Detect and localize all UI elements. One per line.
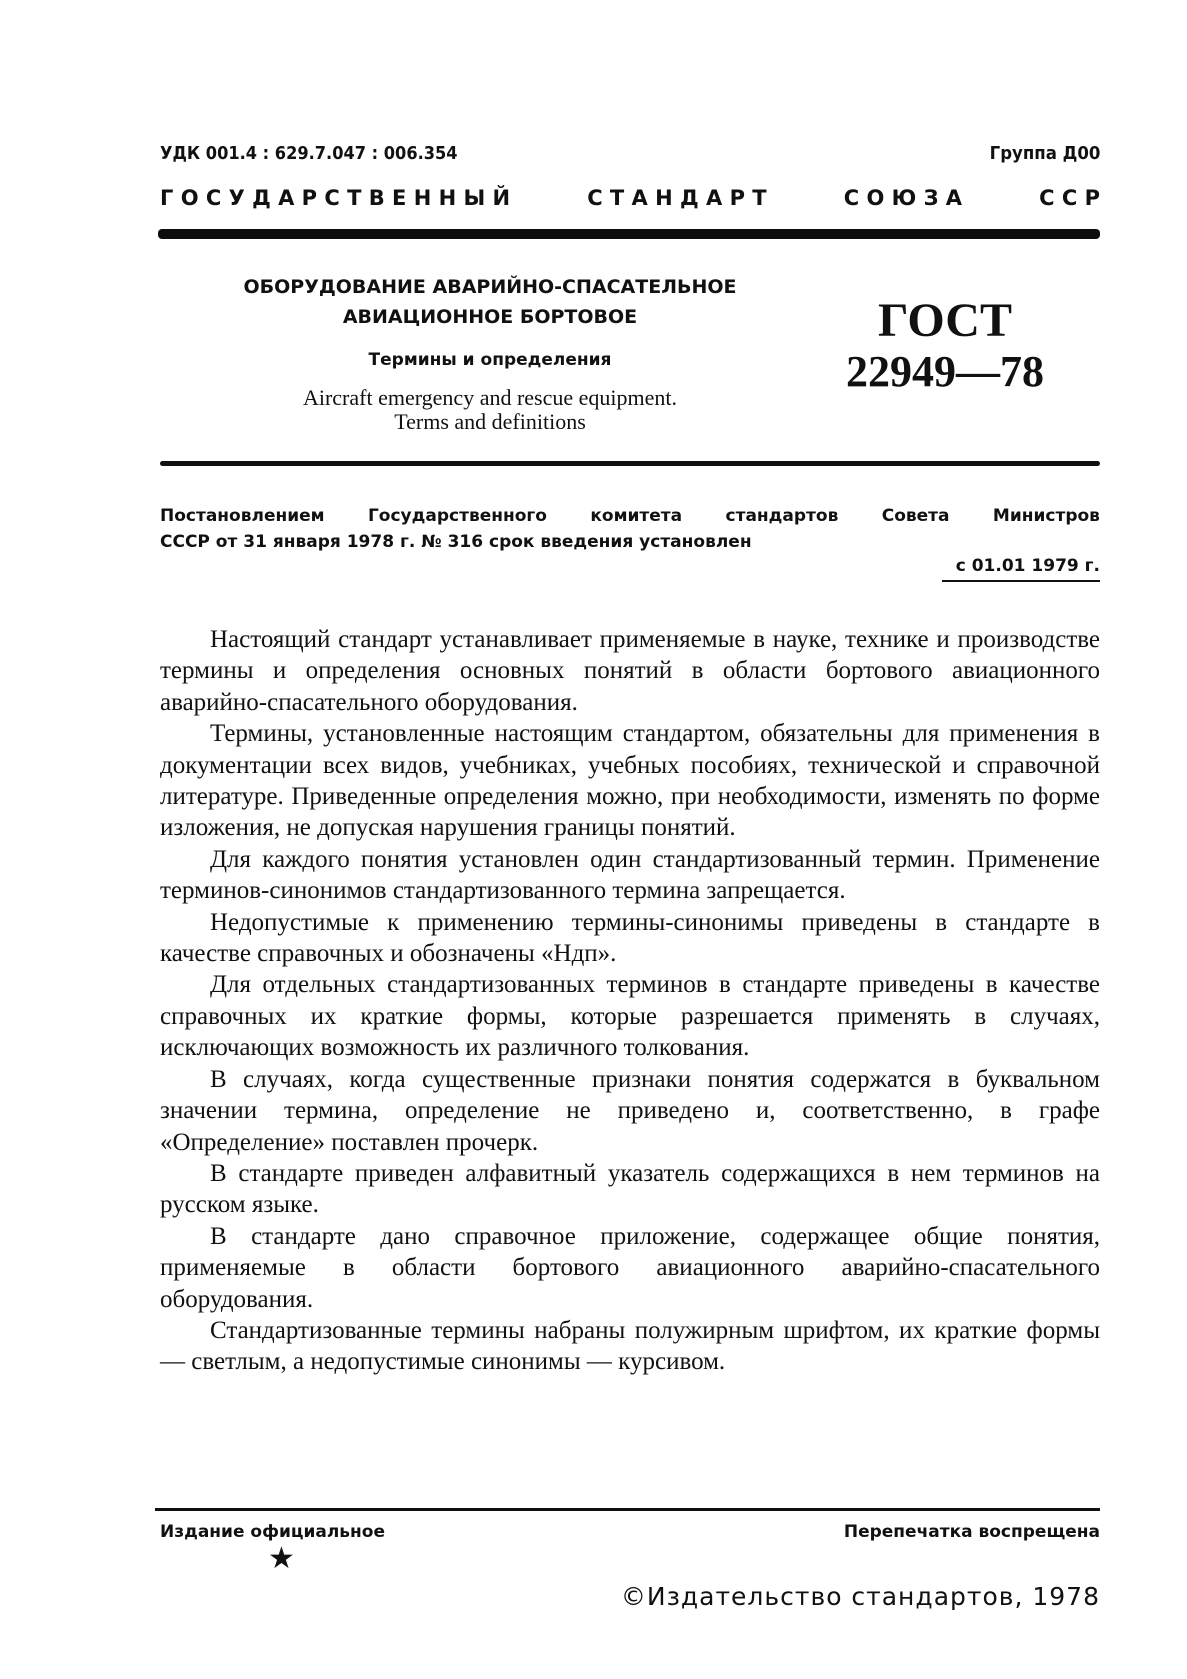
- english-title: [200, 386, 780, 434]
- group-code: Группа Д00: [989, 143, 1100, 164]
- decree-line-1: [160, 503, 1100, 529]
- english-title-line-1: Aircraft emergency and rescue equipment.: [302, 385, 678, 410]
- title-line-1: ОБОРУДОВАНИЕ АВАРИЙНО-СПАСАТЕЛЬНОЕ: [243, 276, 737, 298]
- decree-word: Постановлением: [160, 506, 325, 526]
- star-icon: ★: [268, 1541, 295, 1576]
- decree-word: Министров: [992, 506, 1100, 526]
- paragraph: Для отдельных стандартизованных терминов в стандарте приведены в качестве справочных их краткие формы, которые разрешается применять в случаях, исключающих возможность их различного толкования.: [160, 971, 1100, 1062]
- state-standard-heading: [160, 186, 1100, 210]
- official-edition-label: Издание официальное: [160, 1522, 386, 1542]
- paragraph: Термины, установленные настоящим стандартом, обязательны для применения в документации всех видов, учебниках, учебных пособиях, технической и справочной литературе. Приведенные определения можно, при необходимости, изменять по форме изложения, не допуская нарушения границы понятий.: [160, 720, 1100, 842]
- paragraph: Настоящий стандарт устанавливает применяемые в науке, технике и производстве термины и определения основных понятий в области бортового авиационного аварийно-спасательного оборудования.: [160, 626, 1100, 716]
- decree-word: стандартов: [725, 506, 839, 526]
- paragraph: В стандарте дано справочное приложение, содержащее общие понятия, применяемые в области бортового авиационного аварийно-спасательного оборудования.: [160, 1222, 1100, 1313]
- paragraph: Для каждого понятия установлен один стандартизованный термин. Применение терминов-синонимов стандартизованного термина запрещается.: [160, 845, 1100, 905]
- decree-word: комитета: [590, 506, 683, 526]
- gost-number: 22949—78: [846, 347, 1044, 396]
- subtitle: Термины и определения: [368, 350, 612, 370]
- reprint-prohibited-label: Перепечатка воспрещена: [843, 1522, 1100, 1542]
- decree-word: Государственного: [367, 506, 547, 526]
- footer-rule: [155, 1508, 1100, 1511]
- title-block: [200, 272, 780, 434]
- title-rule: [160, 461, 1100, 466]
- body-text: [160, 624, 1100, 1378]
- heading-word: Г О С У Д А Р С Т В Е Н Н Ы Й: [160, 186, 511, 210]
- gost-label: ГОСТ: [878, 294, 1012, 347]
- header-thick-rule: [158, 229, 1100, 239]
- title-line-2: АВИАЦИОННОЕ БОРТОВОЕ: [342, 306, 638, 328]
- copyright-notice: ©Издательство стандартов, 1978: [620, 1582, 1100, 1611]
- paragraph: Стандартизованные термины набраны полужирным шрифтом, их краткие формы — светлым, а недопустимые синонимы — курсивом.: [160, 1316, 1100, 1376]
- effective-date: с 01.01 1979 г.: [942, 556, 1100, 582]
- gost-designation: [830, 295, 1060, 397]
- decree-line-2: СССР от 31 января 1978 г. № 316 срок введения установлен: [160, 532, 752, 552]
- heading-word: С С Р: [1039, 186, 1100, 210]
- paragraph: В стандарте приведен алфавитный указатель содержащихся в нем терминов на русском языке.: [160, 1159, 1100, 1219]
- decree-text: [160, 503, 1100, 555]
- paragraph: В случаях, когда существенные признаки понятия содержатся в буквальном значении термина, определение не приведено и, соответственно, в графе «Определение» поставлен прочерк.: [160, 1065, 1100, 1156]
- heading-word: С Т А Н Д А Р Т: [587, 186, 767, 210]
- english-title-line-2: Terms and definitions: [394, 409, 586, 434]
- decree-word: Совета: [881, 506, 950, 526]
- heading-word: С О Ю З А: [843, 186, 963, 210]
- udk-code: УДК 001.4 : 629.7.047 : 006.354: [160, 143, 458, 164]
- paragraph: Недопустимые к применению термины-синонимы приведены в стандарте в качестве справочных и обозначены «Ндп».: [160, 908, 1100, 968]
